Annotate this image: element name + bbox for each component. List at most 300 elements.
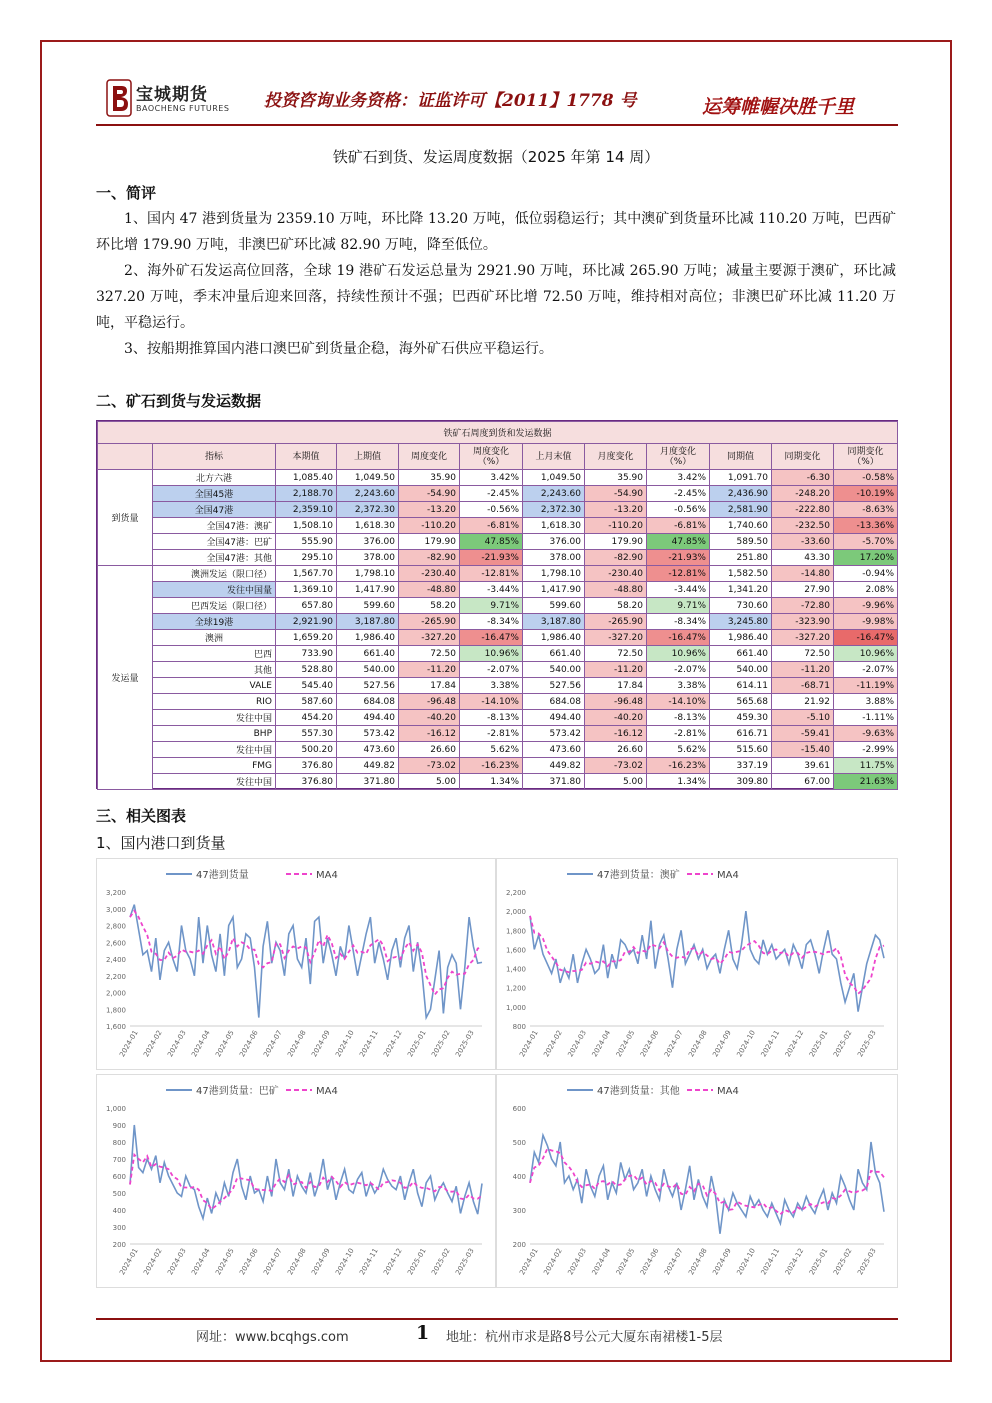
table-cell: 179.90 xyxy=(399,534,460,550)
table-row xyxy=(98,662,898,678)
table-cell: -222.80 xyxy=(772,502,834,518)
table-cell: 599.60 xyxy=(523,598,585,614)
table-cell: 9.71% xyxy=(647,598,710,614)
table-header-cell: 本期值 xyxy=(276,444,337,470)
table-cell: 3,245.80 xyxy=(710,614,772,630)
table-row xyxy=(98,566,898,582)
table-cell: 449.82 xyxy=(523,758,585,774)
x-tick-label: 2024-11 xyxy=(759,1247,782,1277)
table-cell: 72.50 xyxy=(585,646,647,662)
table-cell: -96.48 xyxy=(399,694,460,710)
table-row xyxy=(98,742,898,758)
table-row xyxy=(98,710,898,726)
x-tick-label: 2024-08 xyxy=(286,1029,308,1059)
x-tick-label: 2025-02 xyxy=(430,1029,452,1059)
table-cell: 2,921.90 xyxy=(276,614,337,630)
y-tick-label: 200 xyxy=(512,1241,526,1249)
section-heading-review: 一、简评 xyxy=(96,184,157,202)
section-heading-data: 二、矿石到货与发运数据 xyxy=(96,392,262,410)
table-cell: 599.60 xyxy=(337,598,399,614)
table-cell: 58.20 xyxy=(399,598,460,614)
table-cell: -11.20 xyxy=(772,662,834,678)
table-cell: -33.60 xyxy=(772,534,834,550)
legend-label: MA4 xyxy=(717,870,739,881)
table-cell: 449.82 xyxy=(337,758,399,774)
table-cell: 494.40 xyxy=(523,710,585,726)
x-tick-label: 2024-10 xyxy=(334,1029,356,1059)
table-row xyxy=(98,518,898,534)
table-row xyxy=(98,486,898,502)
table-cell: -9.96% xyxy=(834,598,898,614)
table-cell: 371.80 xyxy=(523,774,585,790)
table-cell: -323.90 xyxy=(772,614,834,630)
table-title: 铁矿石周度到货和发运数据 xyxy=(98,422,898,444)
table-cell: -14.10% xyxy=(460,694,523,710)
table-header-cell: 指标 xyxy=(153,444,276,470)
data-table-container xyxy=(96,420,898,789)
row-label: 其他 xyxy=(153,662,276,678)
table-cell: -8.13% xyxy=(647,710,710,726)
table-cell: 3,187.80 xyxy=(337,614,399,630)
table-row xyxy=(98,630,898,646)
table-cell: 17.84 xyxy=(585,678,647,694)
table-cell: 1.34% xyxy=(647,774,710,790)
table-cell: -13.36% xyxy=(834,518,898,534)
table-cell: -2.45% xyxy=(460,486,523,502)
x-tick-label: 2024-08 xyxy=(687,1029,709,1059)
y-tick-label: 400 xyxy=(112,1207,126,1215)
table-cell: -15.40 xyxy=(772,742,834,758)
table-cell: 21.92 xyxy=(772,694,834,710)
x-tick-label: 2025-01 xyxy=(807,1029,830,1059)
table-cell: 1,567.70 xyxy=(276,566,337,582)
table-cell: 1,798.10 xyxy=(523,566,585,582)
x-tick-label: 2024-10 xyxy=(735,1029,758,1059)
table-cell: 376.00 xyxy=(337,534,399,550)
logo-mark-icon xyxy=(106,78,132,118)
table-cell: 1,986.40 xyxy=(523,630,585,646)
x-tick-label: 2025-03 xyxy=(454,1029,476,1059)
row-label: 发往中国 xyxy=(153,710,276,726)
x-tick-label: 2025-03 xyxy=(454,1247,476,1277)
table-cell: 10.96% xyxy=(460,646,523,662)
table-header-cell: 上月末值 xyxy=(523,444,585,470)
table-header-cell: 月度变化 xyxy=(585,444,647,470)
table-cell: 39.61 xyxy=(772,758,834,774)
table-cell: -14.80 xyxy=(772,566,834,582)
table-cell: -59.41 xyxy=(772,726,834,742)
x-tick-label: 2024-12 xyxy=(783,1247,806,1277)
table-cell: -82.90 xyxy=(399,550,460,566)
table-cell: 295.10 xyxy=(276,550,337,566)
y-tick-label: 1,800 xyxy=(105,1006,126,1015)
section-heading-charts: 三、相关图表 xyxy=(96,807,187,825)
table-cell: 1,049.50 xyxy=(337,470,399,486)
table-cell: 684.08 xyxy=(523,694,585,710)
group-label-arrival: 到货量 xyxy=(98,470,153,566)
table-cell: 2,243.60 xyxy=(523,486,585,502)
row-label: 澳洲发运（限口径） xyxy=(153,566,276,582)
row-label: 澳洲 xyxy=(153,630,276,646)
table-cell: -16.12 xyxy=(399,726,460,742)
table-cell: -230.40 xyxy=(585,566,647,582)
y-tick-label: 2,400 xyxy=(105,956,126,964)
table-title-row xyxy=(98,422,898,444)
table-cell: -2.07% xyxy=(647,662,710,678)
table-cell: -13.20 xyxy=(399,502,460,518)
y-tick-label: 500 xyxy=(112,1190,126,1198)
table-cell: 454.20 xyxy=(276,710,337,726)
x-tick-label: 2024-06 xyxy=(638,1247,661,1277)
table-cell: 540.00 xyxy=(710,662,772,678)
table-cell: 2,372.30 xyxy=(523,502,585,518)
x-tick-label: 2024-06 xyxy=(238,1247,260,1277)
table-cell: -2.81% xyxy=(647,726,710,742)
table-cell: -0.56% xyxy=(460,502,523,518)
table-cell: -6.30 xyxy=(772,470,834,486)
table-cell: -6.81% xyxy=(460,518,523,534)
company-logo xyxy=(106,78,236,122)
y-tick-label: 400 xyxy=(512,1173,526,1181)
table-row xyxy=(98,550,898,566)
y-tick-label: 700 xyxy=(112,1156,126,1164)
row-label: FMG xyxy=(153,758,276,774)
y-tick-label: 2,000 xyxy=(105,989,126,998)
x-tick-label: 2024-04 xyxy=(590,1247,613,1277)
table-cell: -8.63% xyxy=(834,502,898,518)
document-title: 铁矿石到货、发运周度数据（2025 年第 14 周） xyxy=(332,148,660,166)
table-cell: 72.50 xyxy=(772,646,834,662)
table-cell: 1,618.30 xyxy=(523,518,585,534)
table-cell: -2.45% xyxy=(647,486,710,502)
table-cell: 1,341.20 xyxy=(710,582,772,598)
table-cell: 661.40 xyxy=(337,646,399,662)
table-cell: -9.98% xyxy=(834,614,898,630)
table-cell: 1,091.70 xyxy=(710,470,772,486)
table-cell: -2.07% xyxy=(460,662,523,678)
footer-website: 网址：www.bcqhgs.com xyxy=(196,1330,349,1345)
x-tick-label: 2024-05 xyxy=(214,1029,236,1059)
table-cell: 17.84 xyxy=(399,678,460,694)
x-tick-label: 2024-02 xyxy=(142,1247,164,1277)
table-cell: 5.62% xyxy=(460,742,523,758)
x-tick-label: 2025-01 xyxy=(807,1247,830,1277)
table-cell: -73.02 xyxy=(585,758,647,774)
table-cell: 378.00 xyxy=(337,550,399,566)
table-cell: -12.81% xyxy=(647,566,710,582)
chart-47-port-australia xyxy=(496,858,898,1070)
x-tick-label: 2024-09 xyxy=(310,1247,332,1277)
x-tick-label: 2024-07 xyxy=(663,1029,685,1059)
row-label: 全国45港 xyxy=(153,486,276,502)
table-cell: 515.60 xyxy=(710,742,772,758)
y-tick-label: 1,600 xyxy=(505,946,526,955)
table-cell: -82.90 xyxy=(585,550,647,566)
table-cell: -0.56% xyxy=(647,502,710,518)
table-cell: -327.20 xyxy=(585,630,647,646)
table-cell: 3,187.80 xyxy=(523,614,585,630)
y-tick-label: 1,400 xyxy=(505,965,526,974)
table-row xyxy=(98,582,898,598)
table-cell: 2,188.70 xyxy=(276,486,337,502)
table-cell: 1,049.50 xyxy=(523,470,585,486)
table-cell: -5.10 xyxy=(772,710,834,726)
footer-address: 地址：杭州市求是路8号公元大厦东南裙楼1-5层 xyxy=(446,1330,723,1345)
table-header-row xyxy=(98,444,898,470)
table-cell: 179.90 xyxy=(585,534,647,550)
table-row xyxy=(98,758,898,774)
legend-label: 47港到货量 xyxy=(196,870,249,881)
table-cell: 43.30 xyxy=(772,550,834,566)
x-tick-label: 2024-05 xyxy=(214,1247,236,1277)
x-tick-label: 2024-11 xyxy=(759,1029,782,1059)
x-tick-label: 2024-03 xyxy=(166,1247,188,1277)
legend-label: 47港到货量：澳矿 xyxy=(597,870,680,881)
x-tick-label: 2024-12 xyxy=(382,1029,404,1059)
table-cell: 3.42% xyxy=(460,470,523,486)
y-tick-label: 2,000 xyxy=(505,908,526,917)
x-tick-label: 2025-02 xyxy=(832,1029,854,1059)
table-cell: 5.00 xyxy=(585,774,647,790)
table-cell: 587.60 xyxy=(276,694,337,710)
table-cell: -1.11% xyxy=(834,710,898,726)
table-cell: 473.60 xyxy=(523,742,585,758)
table-cell: 661.40 xyxy=(710,646,772,662)
table-cell: -265.90 xyxy=(585,614,647,630)
table-cell: 3.38% xyxy=(647,678,710,694)
logo-text-en: BAOCHENG FUTURES xyxy=(136,104,230,113)
table-cell: -8.34% xyxy=(647,614,710,630)
table-cell: 527.56 xyxy=(523,678,585,694)
table-cell: 58.20 xyxy=(585,598,647,614)
table-cell: -68.71 xyxy=(772,678,834,694)
subsection-heading-arrivals: 1、国内港口到货量 xyxy=(96,834,226,852)
table-cell: 3.42% xyxy=(647,470,710,486)
table-cell: 1,798.10 xyxy=(337,566,399,582)
x-tick-label: 2024-12 xyxy=(783,1029,806,1059)
y-tick-label: 2,800 xyxy=(105,922,126,931)
table-cell: 661.40 xyxy=(523,646,585,662)
table-cell: 376.80 xyxy=(276,758,337,774)
table-row xyxy=(98,502,898,518)
table-cell: -73.02 xyxy=(399,758,460,774)
chart-47-port-arrivals xyxy=(96,858,496,1070)
table-cell: 557.30 xyxy=(276,726,337,742)
table-cell: 11.75% xyxy=(834,758,898,774)
table-header-cell: 同期变化 xyxy=(772,444,834,470)
x-tick-label: 2024-05 xyxy=(614,1247,637,1277)
x-tick-label: 2025-02 xyxy=(832,1247,854,1277)
table-cell: 545.40 xyxy=(276,678,337,694)
table-row xyxy=(98,534,898,550)
table-cell: -248.20 xyxy=(772,486,834,502)
table-cell: 1,618.30 xyxy=(337,518,399,534)
x-tick-label: 2024-01 xyxy=(118,1029,140,1059)
row-label: 全国47港：澳矿 xyxy=(153,518,276,534)
row-label: 全国47港 xyxy=(153,502,276,518)
table-cell: 1,986.40 xyxy=(337,630,399,646)
table-cell: 730.60 xyxy=(710,598,772,614)
row-label: 全球19港 xyxy=(153,614,276,630)
table-cell: 2,359.10 xyxy=(276,502,337,518)
x-tick-label: 2024-10 xyxy=(334,1247,356,1277)
table-cell: -72.80 xyxy=(772,598,834,614)
table-cell: 540.00 xyxy=(523,662,585,678)
legend-label: 47港到货量：其他 xyxy=(597,1086,680,1097)
table-row xyxy=(98,678,898,694)
y-tick-label: 300 xyxy=(512,1207,526,1215)
x-tick-label: 2025-03 xyxy=(856,1247,878,1277)
table-cell: -232.50 xyxy=(772,518,834,534)
x-tick-label: 2024-12 xyxy=(382,1247,404,1277)
y-tick-label: 2,600 xyxy=(105,939,126,948)
x-tick-label: 2024-03 xyxy=(566,1029,589,1059)
table-cell: 9.71% xyxy=(460,598,523,614)
table-cell: 5.00 xyxy=(399,774,460,790)
table-cell: 540.00 xyxy=(337,662,399,678)
y-tick-label: 900 xyxy=(112,1122,126,1130)
header-divider xyxy=(96,124,898,126)
table-row xyxy=(98,726,898,742)
table-cell: 1,369.10 xyxy=(276,582,337,598)
table-cell: -96.48 xyxy=(585,694,647,710)
y-tick-label: 500 xyxy=(512,1139,526,1147)
table-row xyxy=(98,774,898,790)
row-label: 发往中国 xyxy=(153,742,276,758)
row-label: RIO xyxy=(153,694,276,710)
x-tick-label: 2024-01 xyxy=(518,1029,540,1059)
table-cell: -0.58% xyxy=(834,470,898,486)
x-tick-label: 2024-02 xyxy=(542,1029,564,1059)
row-label: 全国47港：其他 xyxy=(153,550,276,566)
table-cell: -2.99% xyxy=(834,742,898,758)
table-cell: -21.93% xyxy=(647,550,710,566)
review-paragraphs xyxy=(96,206,896,362)
table-cell: -54.90 xyxy=(585,486,647,502)
table-cell: 573.42 xyxy=(523,726,585,742)
table-cell: 5.62% xyxy=(647,742,710,758)
legend-label: MA4 xyxy=(717,1086,739,1097)
table-cell: 500.20 xyxy=(276,742,337,758)
x-tick-label: 2024-03 xyxy=(166,1029,188,1059)
table-row xyxy=(98,694,898,710)
table-cell: -11.20 xyxy=(585,662,647,678)
table-cell: 473.60 xyxy=(337,742,399,758)
y-tick-label: 800 xyxy=(112,1139,126,1147)
table-cell: 3.38% xyxy=(460,678,523,694)
x-tick-label: 2024-09 xyxy=(711,1247,733,1277)
table-cell: 2,372.30 xyxy=(337,502,399,518)
table-cell: 337.19 xyxy=(710,758,772,774)
table-cell: 1,417.90 xyxy=(523,582,585,598)
table-cell: 47.85% xyxy=(647,534,710,550)
table-header-cell: 同期值 xyxy=(710,444,772,470)
table-cell: -9.63% xyxy=(834,726,898,742)
table-cell: -40.20 xyxy=(585,710,647,726)
x-tick-label: 2024-01 xyxy=(118,1247,140,1277)
table-cell: 26.60 xyxy=(399,742,460,758)
x-tick-label: 2024-07 xyxy=(262,1029,284,1059)
row-label: 巴西发运（限口径） xyxy=(153,598,276,614)
y-tick-label: 1,600 xyxy=(105,1023,126,1031)
x-tick-label: 2024-08 xyxy=(286,1247,308,1277)
table-cell: -110.20 xyxy=(585,518,647,534)
review-paragraph: 1、国内 47 港到货量为 2359.10 万吨，环比降 13.20 万吨，低位弱稳运行；其中澳矿到货量环比减 110.20 万吨，巴西矿环比增 179.90 万吨，非澳巴矿环比减 82.90 万吨，降至低位。 xyxy=(96,211,896,253)
table-cell: -265.90 xyxy=(399,614,460,630)
y-tick-label: 3,000 xyxy=(105,905,126,914)
table-cell: 573.42 xyxy=(337,726,399,742)
x-tick-label: 2025-03 xyxy=(856,1029,878,1059)
table-cell: 371.80 xyxy=(337,774,399,790)
table-cell: 616.71 xyxy=(710,726,772,742)
table-cell: 2,243.60 xyxy=(337,486,399,502)
table-cell: 251.80 xyxy=(710,550,772,566)
x-tick-label: 2024-05 xyxy=(614,1029,637,1059)
table-cell: 527.56 xyxy=(337,678,399,694)
table-cell: -0.94% xyxy=(834,566,898,582)
x-tick-label: 2024-09 xyxy=(711,1029,733,1059)
x-tick-label: 2024-08 xyxy=(687,1247,709,1277)
row-label: BHP xyxy=(153,726,276,742)
table-cell: 1,659.20 xyxy=(276,630,337,646)
table-row xyxy=(98,646,898,662)
x-tick-label: 2025-01 xyxy=(406,1029,428,1059)
table-cell: -11.19% xyxy=(834,678,898,694)
y-tick-label: 200 xyxy=(112,1241,126,1249)
row-label: 北方六港 xyxy=(153,470,276,486)
table-cell: 378.00 xyxy=(523,550,585,566)
table-cell: -16.47% xyxy=(460,630,523,646)
table-cell: 2,581.90 xyxy=(710,502,772,518)
x-tick-label: 2024-04 xyxy=(190,1029,212,1059)
x-tick-label: 2024-03 xyxy=(566,1247,589,1277)
y-tick-label: 1,200 xyxy=(505,984,526,993)
table-row xyxy=(98,470,898,486)
table-cell: -10.19% xyxy=(834,486,898,502)
x-tick-label: 2024-07 xyxy=(663,1247,685,1277)
row-label: VALE xyxy=(153,678,276,694)
table-cell: -8.13% xyxy=(460,710,523,726)
table-cell: -2.81% xyxy=(460,726,523,742)
table-cell: -12.81% xyxy=(460,566,523,582)
y-tick-label: 3,200 xyxy=(105,889,126,897)
slogan-text: 运筹帷幄决胜千里 xyxy=(702,96,855,118)
x-tick-label: 2024-11 xyxy=(358,1247,380,1277)
table-cell: -14.10% xyxy=(647,694,710,710)
table-cell: -110.20 xyxy=(399,518,460,534)
x-tick-label: 2024-01 xyxy=(518,1247,540,1277)
page-header xyxy=(96,72,898,128)
table-cell: 21.63% xyxy=(834,774,898,790)
table-cell: 47.85% xyxy=(460,534,523,550)
table-cell: 10.96% xyxy=(834,646,898,662)
table-cell: -3.44% xyxy=(647,582,710,598)
review-paragraph: 3、按船期推算国内港口澳巴矿到货量企稳，海外矿石供应平稳运行。 xyxy=(124,341,553,357)
table-cell: -2.07% xyxy=(834,662,898,678)
row-label: 发往中国量 xyxy=(153,582,276,598)
x-tick-label: 2024-06 xyxy=(238,1029,260,1059)
table-header-cell: 周度变化（%） xyxy=(460,444,523,470)
table-cell: 1.34% xyxy=(460,774,523,790)
legend-label: MA4 xyxy=(316,870,338,881)
legend-label: 47港到货量：巴矿 xyxy=(196,1086,279,1097)
table-cell: 1,986.40 xyxy=(710,630,772,646)
table-cell: 376.80 xyxy=(276,774,337,790)
y-tick-label: 2,200 xyxy=(505,889,526,897)
qualification-text: 投资咨询业务资格：证监许可【2011】1778 号 xyxy=(264,91,637,111)
table-cell: 1,740.60 xyxy=(710,518,772,534)
row-label: 全国47港：巴矿 xyxy=(153,534,276,550)
